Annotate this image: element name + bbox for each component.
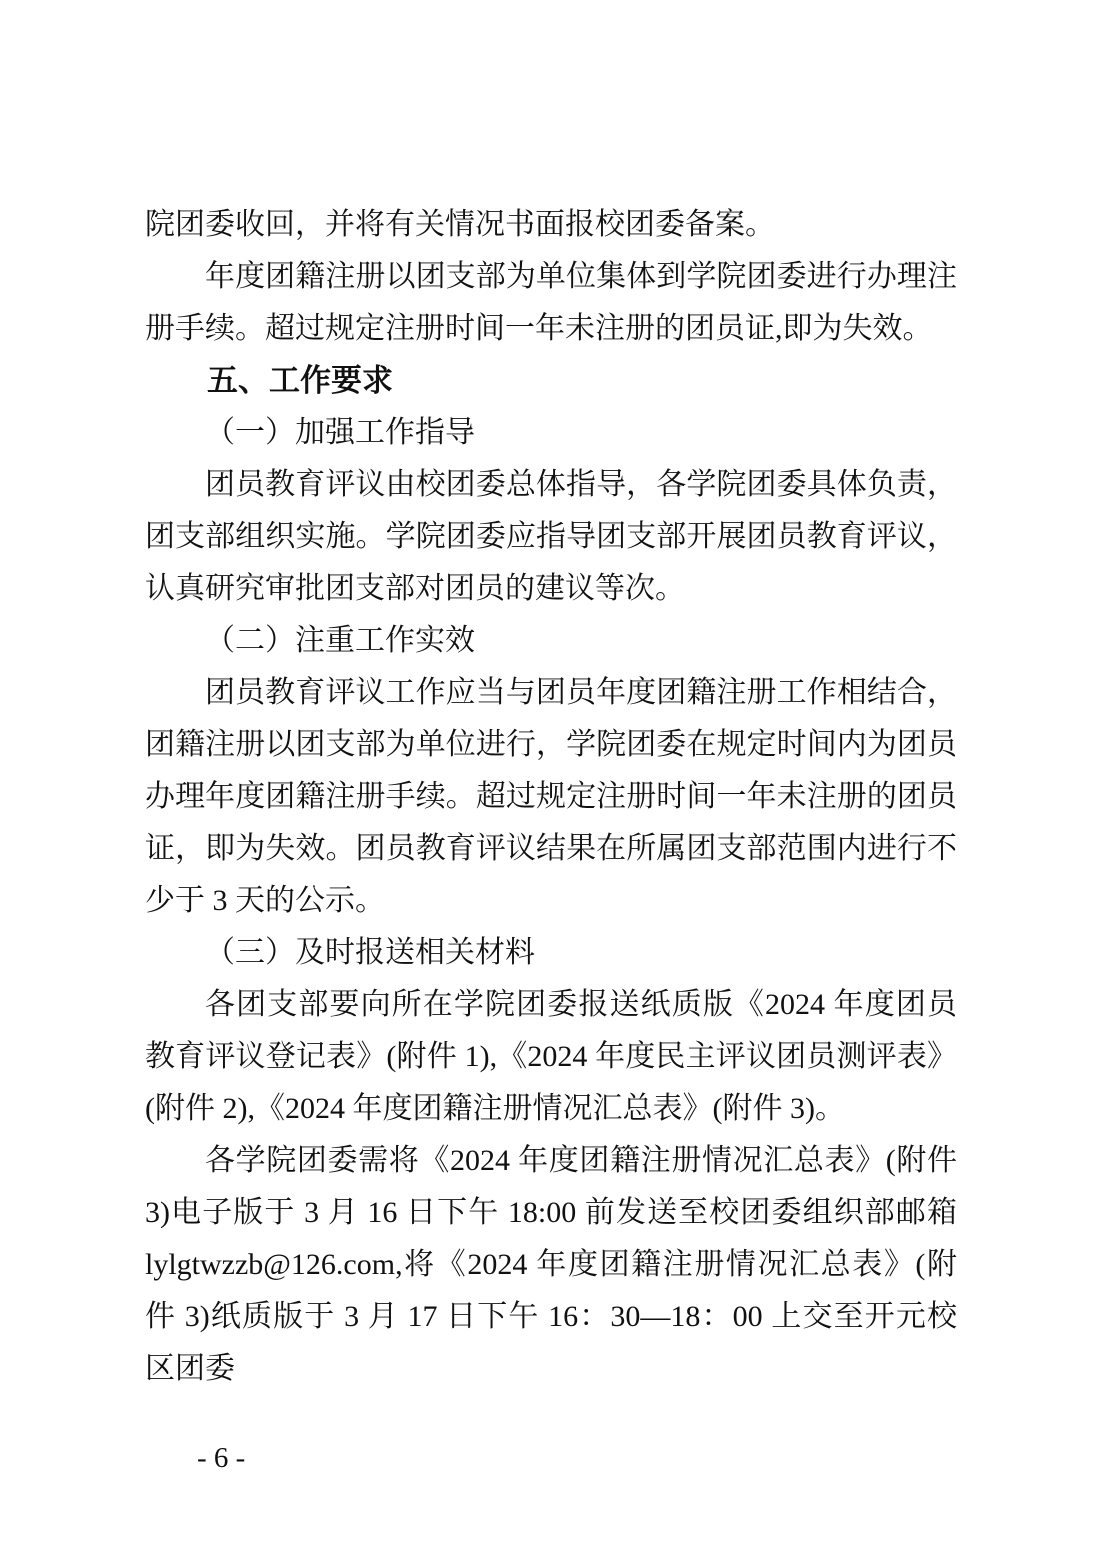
document-body: [145, 199, 957, 1395]
subsection-heading: （一）加强工作指导: [205, 416, 475, 449]
subsection-heading: （二）注重工作实效: [205, 624, 475, 657]
paragraph-continuation: 院团委收回，并将有关情况书面报校团委备案。: [145, 208, 775, 241]
paragraph: 各团支部要向所在学院团委报送纸质版《2024 年度团员教育评议登记表》(附件 1),《2024 年度民主评议团员测评表》(附件 2),《2024 年度团籍注册情况汇总表》(附件 3)。: [145, 988, 957, 1125]
paragraph: 团员教育评议由校团委总体指导，各学院团委具体负责，团支部组织实施。学院团委应指导团支部开展团员教育评议，认真研究审批团支部对团员的建议等次。: [145, 468, 957, 605]
paragraph: 团员教育评议工作应当与团员年度团籍注册工作相结合，团籍注册以团支部为单位进行，学院团委在规定时间内为团员办理年度团籍注册手续。超过规定注册时间一年未注册的团员证，即为失效。团员教育评议结果在所属团支部范围内进行不少于 3 天的公示。: [145, 676, 957, 917]
paragraph: 年度团籍注册以团支部为单位集体到学院团委进行办理注册手续。超过规定注册时间一年未注册的团员证,即为失效。: [145, 260, 957, 345]
page-number: - 6 -: [197, 1442, 246, 1474]
section-heading: 五、工作要求: [207, 363, 393, 398]
subsection-heading: （三）及时报送相关材料: [205, 936, 535, 969]
paragraph: 各学院团委需将《2024 年度团籍注册情况汇总表》(附件 3)电子版于 3 月 16 日下午 18:00 前发送至校团委组织部邮箱 lylgtwzzb@126.com,将《2024 年度团籍注册情况汇总表》(附件 3)纸质版于 3 月 17 日下午 16：30—18：00 上交至开元校区团委: [145, 1144, 957, 1385]
